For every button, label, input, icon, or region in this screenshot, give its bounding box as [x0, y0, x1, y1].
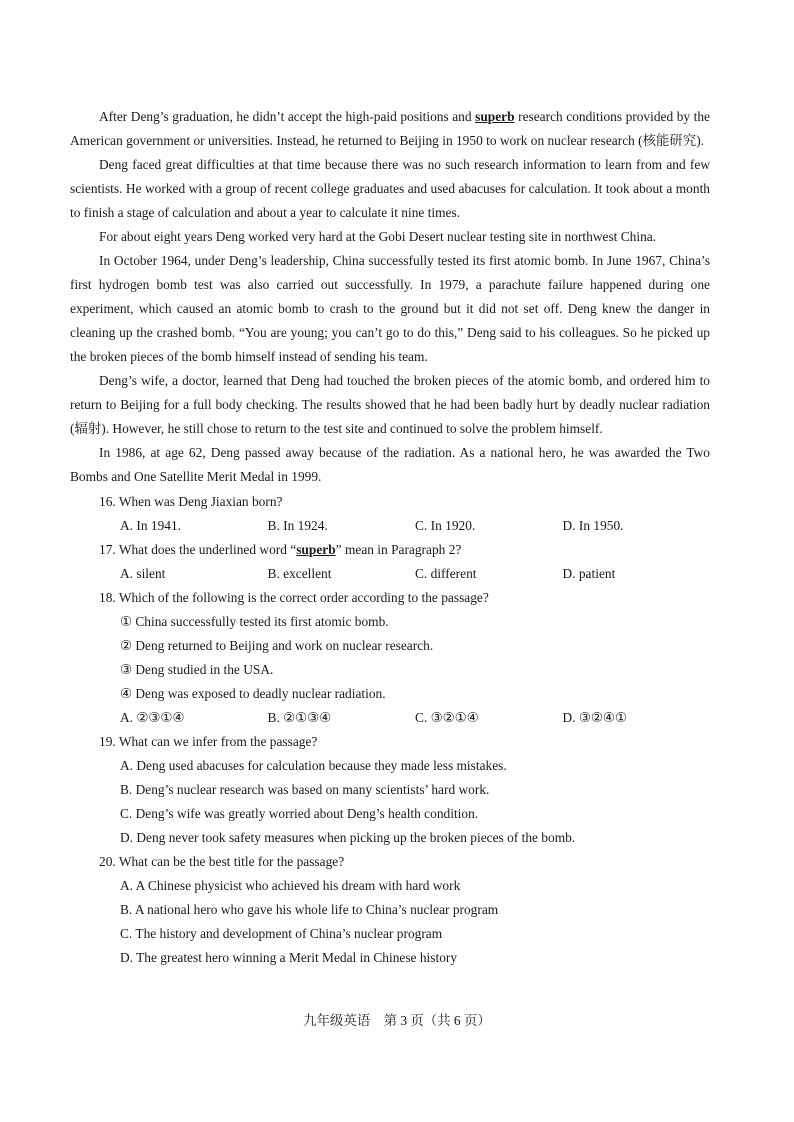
question-17-stem-b: ” mean in Paragraph 2? — [335, 542, 462, 557]
option-d: D. patient — [562, 566, 616, 581]
event-item-3: ③ Deng studied in the USA. — [120, 662, 274, 677]
question-17-stem-a: 17. What does the underlined word “ — [99, 542, 297, 557]
paragraph-1-text-a: After Deng’s graduation, he didn’t accept the high-paid positions and — [99, 109, 476, 124]
option-b: B. Deng’s nuclear research was based on many scientists’ hard work. — [120, 782, 490, 797]
option-c: C. The history and development of China’s nuclear program — [120, 926, 443, 941]
event-item-2: ② Deng returned to Beijing and work on nuclear research. — [120, 638, 434, 653]
question-20-stem: 20. What can be the best title for the passage? — [99, 854, 345, 869]
page-footer: 九年级英语 第 3 页（共 6 页） — [303, 1013, 491, 1028]
paragraph-6: In 1986, at age 62, Deng passed away because of the radiation. As a national hero, he was awarded the Two Bombs and One Satellite Merit Medal in 1999. — [70, 445, 710, 484]
reading-passage — [70, 105, 710, 489]
option-b: B. excellent — [267, 566, 332, 581]
question-list — [70, 490, 710, 970]
option-b: B. A national hero who gave his whole life to China’s nuclear program — [120, 902, 499, 917]
underlined-word-superb: superb — [475, 109, 515, 124]
paragraph-1-text-b: research conditions provided by the American government or universities. Instead, he returned to Beijing in 1950 to work on nuclear research (核能研究). — [70, 109, 710, 148]
option-d: D. In 1950. — [562, 518, 624, 533]
question-17 — [70, 538, 710, 586]
question-18 — [70, 586, 710, 730]
question-18-stem: 18. Which of the following is the correct order according to the passage? — [99, 590, 489, 605]
option-a: A. silent — [120, 566, 166, 581]
option-d: D. ③②④① — [562, 710, 627, 725]
exam-page — [70, 105, 710, 970]
question-16-options — [70, 514, 710, 538]
question-16-stem: 16. When was Deng Jiaxian born? — [99, 494, 283, 509]
question-17-stem — [70, 538, 710, 562]
option-c: C. Deng’s wife was greatly worried about Deng’s health condition. — [120, 806, 479, 821]
paragraph-3: For about eight years Deng worked very hard at the Gobi Desert nuclear testing site in northwest China. — [99, 229, 657, 244]
question-18-options — [70, 706, 710, 730]
option-a: A. ②③①④ — [120, 710, 185, 725]
question-19-stem: 19. What can we infer from the passage? — [99, 734, 318, 749]
option-c: C. different — [415, 566, 477, 581]
option-a: A. Deng used abacuses for calculation because they made less mistakes. — [120, 758, 507, 773]
option-b: B. ②①③④ — [267, 710, 332, 725]
option-a: A. A Chinese physicist who achieved his dream with hard work — [120, 878, 461, 893]
question-17-underlined-word: superb — [296, 542, 336, 557]
paragraph-1 — [70, 105, 710, 153]
paragraph-2: Deng faced great difficulties at that time because there was no such research information to learn from and few scientists. He worked with a group of recent college graduates and used abacuses for calculation. It took about a month to finish a stage of calculation and about a year to calculate it nine times. — [70, 157, 710, 220]
option-a: A. In 1941. — [120, 518, 181, 533]
question-19 — [70, 730, 710, 850]
paragraph-5: Deng’s wife, a doctor, learned that Deng had touched the broken pieces of the atomic bomb, and ordered him to return to Beijing for a full body checking. The results showed that he had been badly hurt by deadly nuclear radiation (辐射). However, he still chose to return to the test site and continued to solve the problem himself. — [70, 373, 710, 436]
option-d: D. The greatest hero winning a Merit Medal in Chinese history — [120, 950, 458, 965]
question-20 — [70, 850, 710, 970]
question-17-options — [70, 562, 710, 586]
event-item-4: ④ Deng was exposed to deadly nuclear radiation. — [120, 686, 386, 701]
question-16 — [70, 490, 710, 538]
event-item-1: ① China successfully tested its first atomic bomb. — [120, 614, 389, 629]
option-c: C. In 1920. — [415, 518, 476, 533]
option-d: D. Deng never took safety measures when picking up the broken pieces of the bomb. — [120, 830, 576, 845]
paragraph-4: In October 1964, under Deng’s leadership, China successfully tested its first atomic bomb. In June 1967, China’s first hydrogen bomb test was also carried out successfully. In 1979, a parachute failure happened during one experiment, which caused an atomic bomb to crash to the ground but it did not set off. Deng knew the danger in cleaning up the crashed bomb. “You are young; you can’t go to do this,” Deng said to his colleagues. So he picked up the broken pieces of the bomb himself instead of sending his team. — [70, 253, 710, 364]
option-c: C. ③②①④ — [415, 710, 479, 725]
option-b: B. In 1924. — [267, 518, 328, 533]
